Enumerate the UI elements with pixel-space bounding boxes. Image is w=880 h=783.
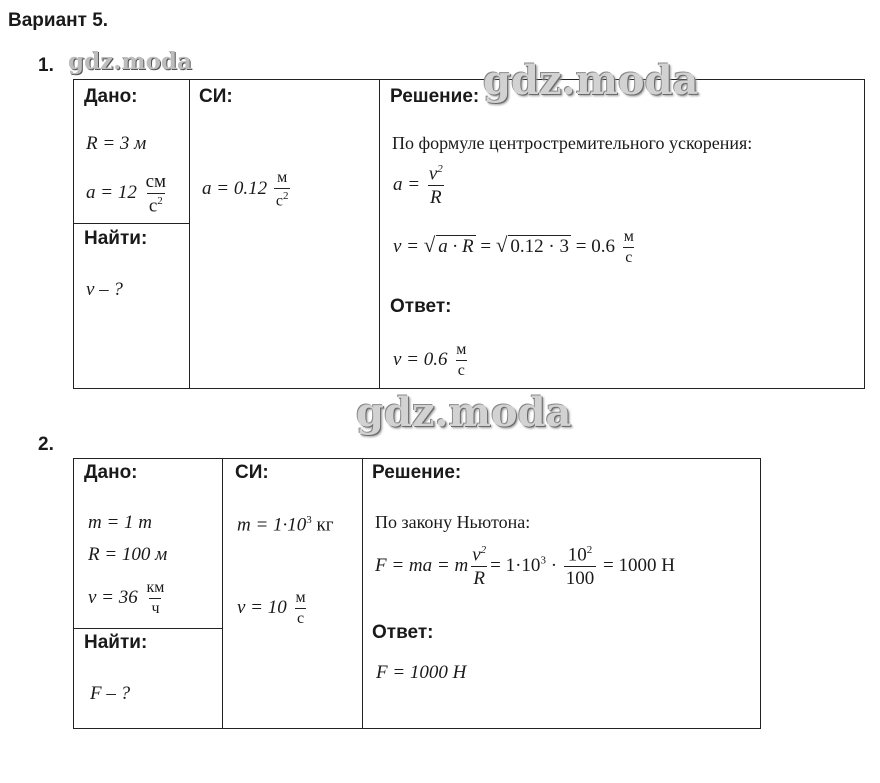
table-divider [73, 628, 223, 629]
variant-title: Вариант 5. [8, 10, 109, 31]
find-value: v – ? [86, 279, 123, 300]
given-radius: R = 100 м [88, 544, 168, 565]
answer-value: F = 1000 Н [376, 662, 467, 683]
given-acceleration: a = 12 $\frac{см}{с^2}$ [86, 171, 167, 217]
table-divider [189, 79, 190, 389]
solution-header: Решение: [390, 86, 480, 107]
find-value: F – ? [90, 683, 131, 704]
task-number-1: 1. [38, 55, 54, 76]
solution-text: По формуле центростремительного ускорения: [392, 133, 753, 153]
si-velocity: v = 10 $\frac{м}{с}$ [237, 589, 306, 627]
answer-value: v = 0.6 $\frac{м}{с}$ [393, 341, 467, 379]
si-acceleration: a = 0.12 $\frac{м}{с^2}$ [202, 169, 289, 210]
formula-centripetal: a = $\frac{v^2}{R}$ [393, 163, 443, 209]
watermark-large: gdz.moda [356, 389, 572, 436]
given-radius: R = 3 м [86, 133, 147, 154]
formula-newton: F = ma = m $\frac{v^2}{R}$ = $1\cdot 10^3$ · $\frac{10^2}{100}$ = 1000 Н [375, 544, 675, 590]
task-2-table [73, 458, 761, 729]
watermark-large: gdz.moda [483, 57, 699, 104]
find-header: Найти: [84, 632, 148, 653]
solution-text: По закону Ньютона: [375, 512, 531, 532]
table-divider [379, 79, 380, 389]
answer-header: Ответ: [372, 622, 434, 643]
solution-header: Решение: [372, 462, 462, 483]
given-header: Дано: [84, 462, 138, 483]
answer-header: Ответ: [390, 296, 452, 317]
table-divider [222, 458, 223, 729]
si-header: СИ: [199, 86, 233, 107]
given-velocity: v = 36 $\frac{км}{ч}$ [88, 579, 165, 617]
formula-velocity: v = √ a · R = √ 0.12 · 3 = 0.6 $\frac{м}{с}$ [393, 228, 634, 266]
given-mass: m = 1 т [88, 512, 153, 533]
table-divider [73, 223, 190, 224]
find-header: Найти: [84, 228, 148, 249]
si-mass: $m = 1\cdot 10^3$ кг [237, 514, 334, 536]
task-number-2: 2. [38, 434, 54, 455]
table-divider [362, 458, 363, 729]
given-header: Дано: [84, 86, 138, 107]
watermark-small: gdz.moda [68, 48, 192, 75]
si-header: СИ: [235, 462, 269, 483]
